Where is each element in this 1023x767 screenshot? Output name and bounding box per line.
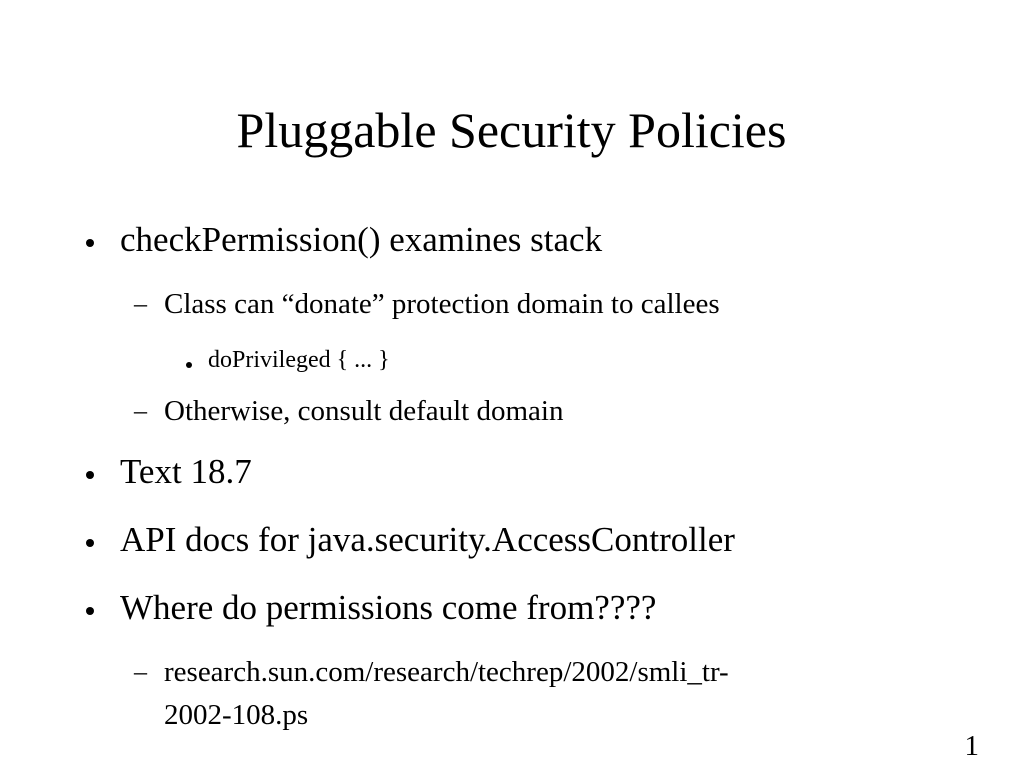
dash-marker: – <box>134 396 147 425</box>
dash-marker: – <box>134 289 147 318</box>
sub-sub-bullet-text: doPrivileged { ... } <box>208 347 390 373</box>
sub-bullet-item <box>0 393 1023 429</box>
page-number: 1 <box>964 730 979 762</box>
bullet-dot-icon <box>86 607 94 615</box>
sub-bullet-continuation <box>0 697 1023 733</box>
sub-bullet-item <box>0 654 1023 690</box>
bullet-text: Where do permissions come from???? <box>120 588 657 627</box>
sub-bullet-text: research.sun.com/research/techrep/2002/smli_tr- <box>164 656 729 688</box>
sub-bullet-item <box>0 286 1023 322</box>
bullet-item <box>0 518 1023 562</box>
sub-bullet-text: Otherwise, consult default domain <box>164 395 564 427</box>
bullet-text: API docs for java.security.AccessController <box>120 520 735 559</box>
bullet-text: checkPermission() examines stack <box>120 220 603 259</box>
sub-bullet-text: 2002-108.ps <box>164 699 309 731</box>
bullet-item <box>0 450 1023 494</box>
bullet-dot-icon <box>86 471 94 479</box>
bullet-dot-icon <box>86 539 94 547</box>
bullet-dot-icon <box>186 362 192 368</box>
bullet-item <box>0 218 1023 262</box>
bullet-dot-icon <box>86 239 94 247</box>
sub-sub-bullet-item <box>0 345 1023 375</box>
bullet-text: Text 18.7 <box>120 452 252 491</box>
dash-marker: – <box>134 657 147 686</box>
bullet-item <box>0 586 1023 630</box>
sub-bullet-text: Class can “donate” protection domain to callees <box>164 288 720 320</box>
slide-title: Pluggable Security Policies <box>236 102 787 158</box>
